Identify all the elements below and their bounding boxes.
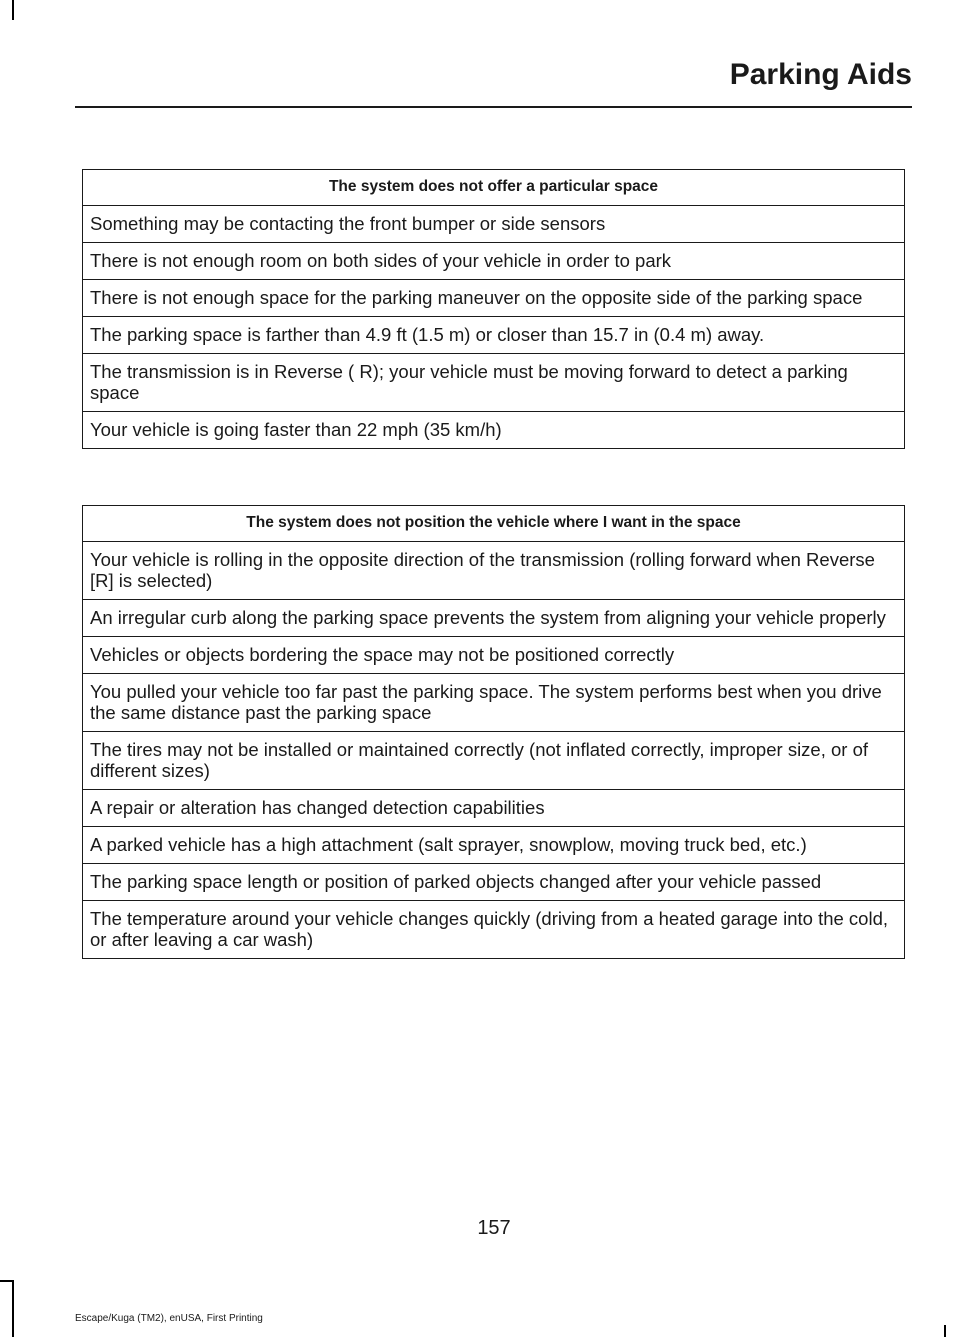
crop-mark-bottom-left — [12, 1280, 14, 1337]
table-row: The temperature around your vehicle changes quickly (driving from a heated garage into the cold, or after leaving a car wash) — [83, 901, 905, 959]
wrong-position-table — [82, 505, 905, 959]
header-divider — [75, 106, 912, 108]
table-row: There is not enough room on both sides of your vehicle in order to park — [83, 243, 905, 280]
table-row: The parking space is farther than 4.9 ft (1.5 m) or closer than 15.7 in (0.4 m) away. — [83, 317, 905, 354]
page-title: Parking Aids — [729, 58, 912, 91]
crop-mark-bottom-left-h — [0, 1280, 14, 1282]
table-row: A repair or alteration has changed detection capabilities — [83, 790, 905, 827]
crop-mark-top-left — [12, 0, 14, 20]
table-row: The tires may not be installed or maintained correctly (not inflated correctly, improper size, or of different sizes) — [83, 732, 905, 790]
table-row: An irregular curb along the parking space prevents the system from aligning your vehicle properly — [83, 600, 905, 637]
table-row: A parked vehicle has a high attachment (salt sprayer, snowplow, moving truck bed, etc.) — [83, 827, 905, 864]
table-row: Vehicles or objects bordering the space may not be positioned correctly — [83, 637, 905, 674]
table-row: Your vehicle is rolling in the opposite direction of the transmission (rolling forward when Reverse [R] is selected) — [83, 542, 905, 600]
crop-mark-bottom-right — [944, 1325, 946, 1337]
table-row: You pulled your vehicle too far past the parking space. The system performs best when you drive the same distance past the parking space — [83, 674, 905, 732]
table-heading: The system does not offer a particular space — [83, 170, 905, 206]
no-space-offered-table — [82, 169, 905, 449]
table-row: Something may be contacting the front bumper or side sensors — [83, 206, 905, 243]
page-number: 157 — [477, 1217, 511, 1239]
table-row: Your vehicle is going faster than 22 mph (35 km/h) — [83, 412, 905, 449]
table-row: The parking space length or position of parked objects changed after your vehicle passed — [83, 864, 905, 901]
table-row: There is not enough space for the parking maneuver on the opposite side of the parking space — [83, 280, 905, 317]
table-heading: The system does not position the vehicle where I want in the space — [83, 506, 905, 542]
table-row: The transmission is in Reverse ( R); your vehicle must be moving forward to detect a parking space — [83, 354, 905, 412]
edition-footer: Escape/Kuga (TM2), enUSA, First Printing — [75, 1313, 263, 1324]
